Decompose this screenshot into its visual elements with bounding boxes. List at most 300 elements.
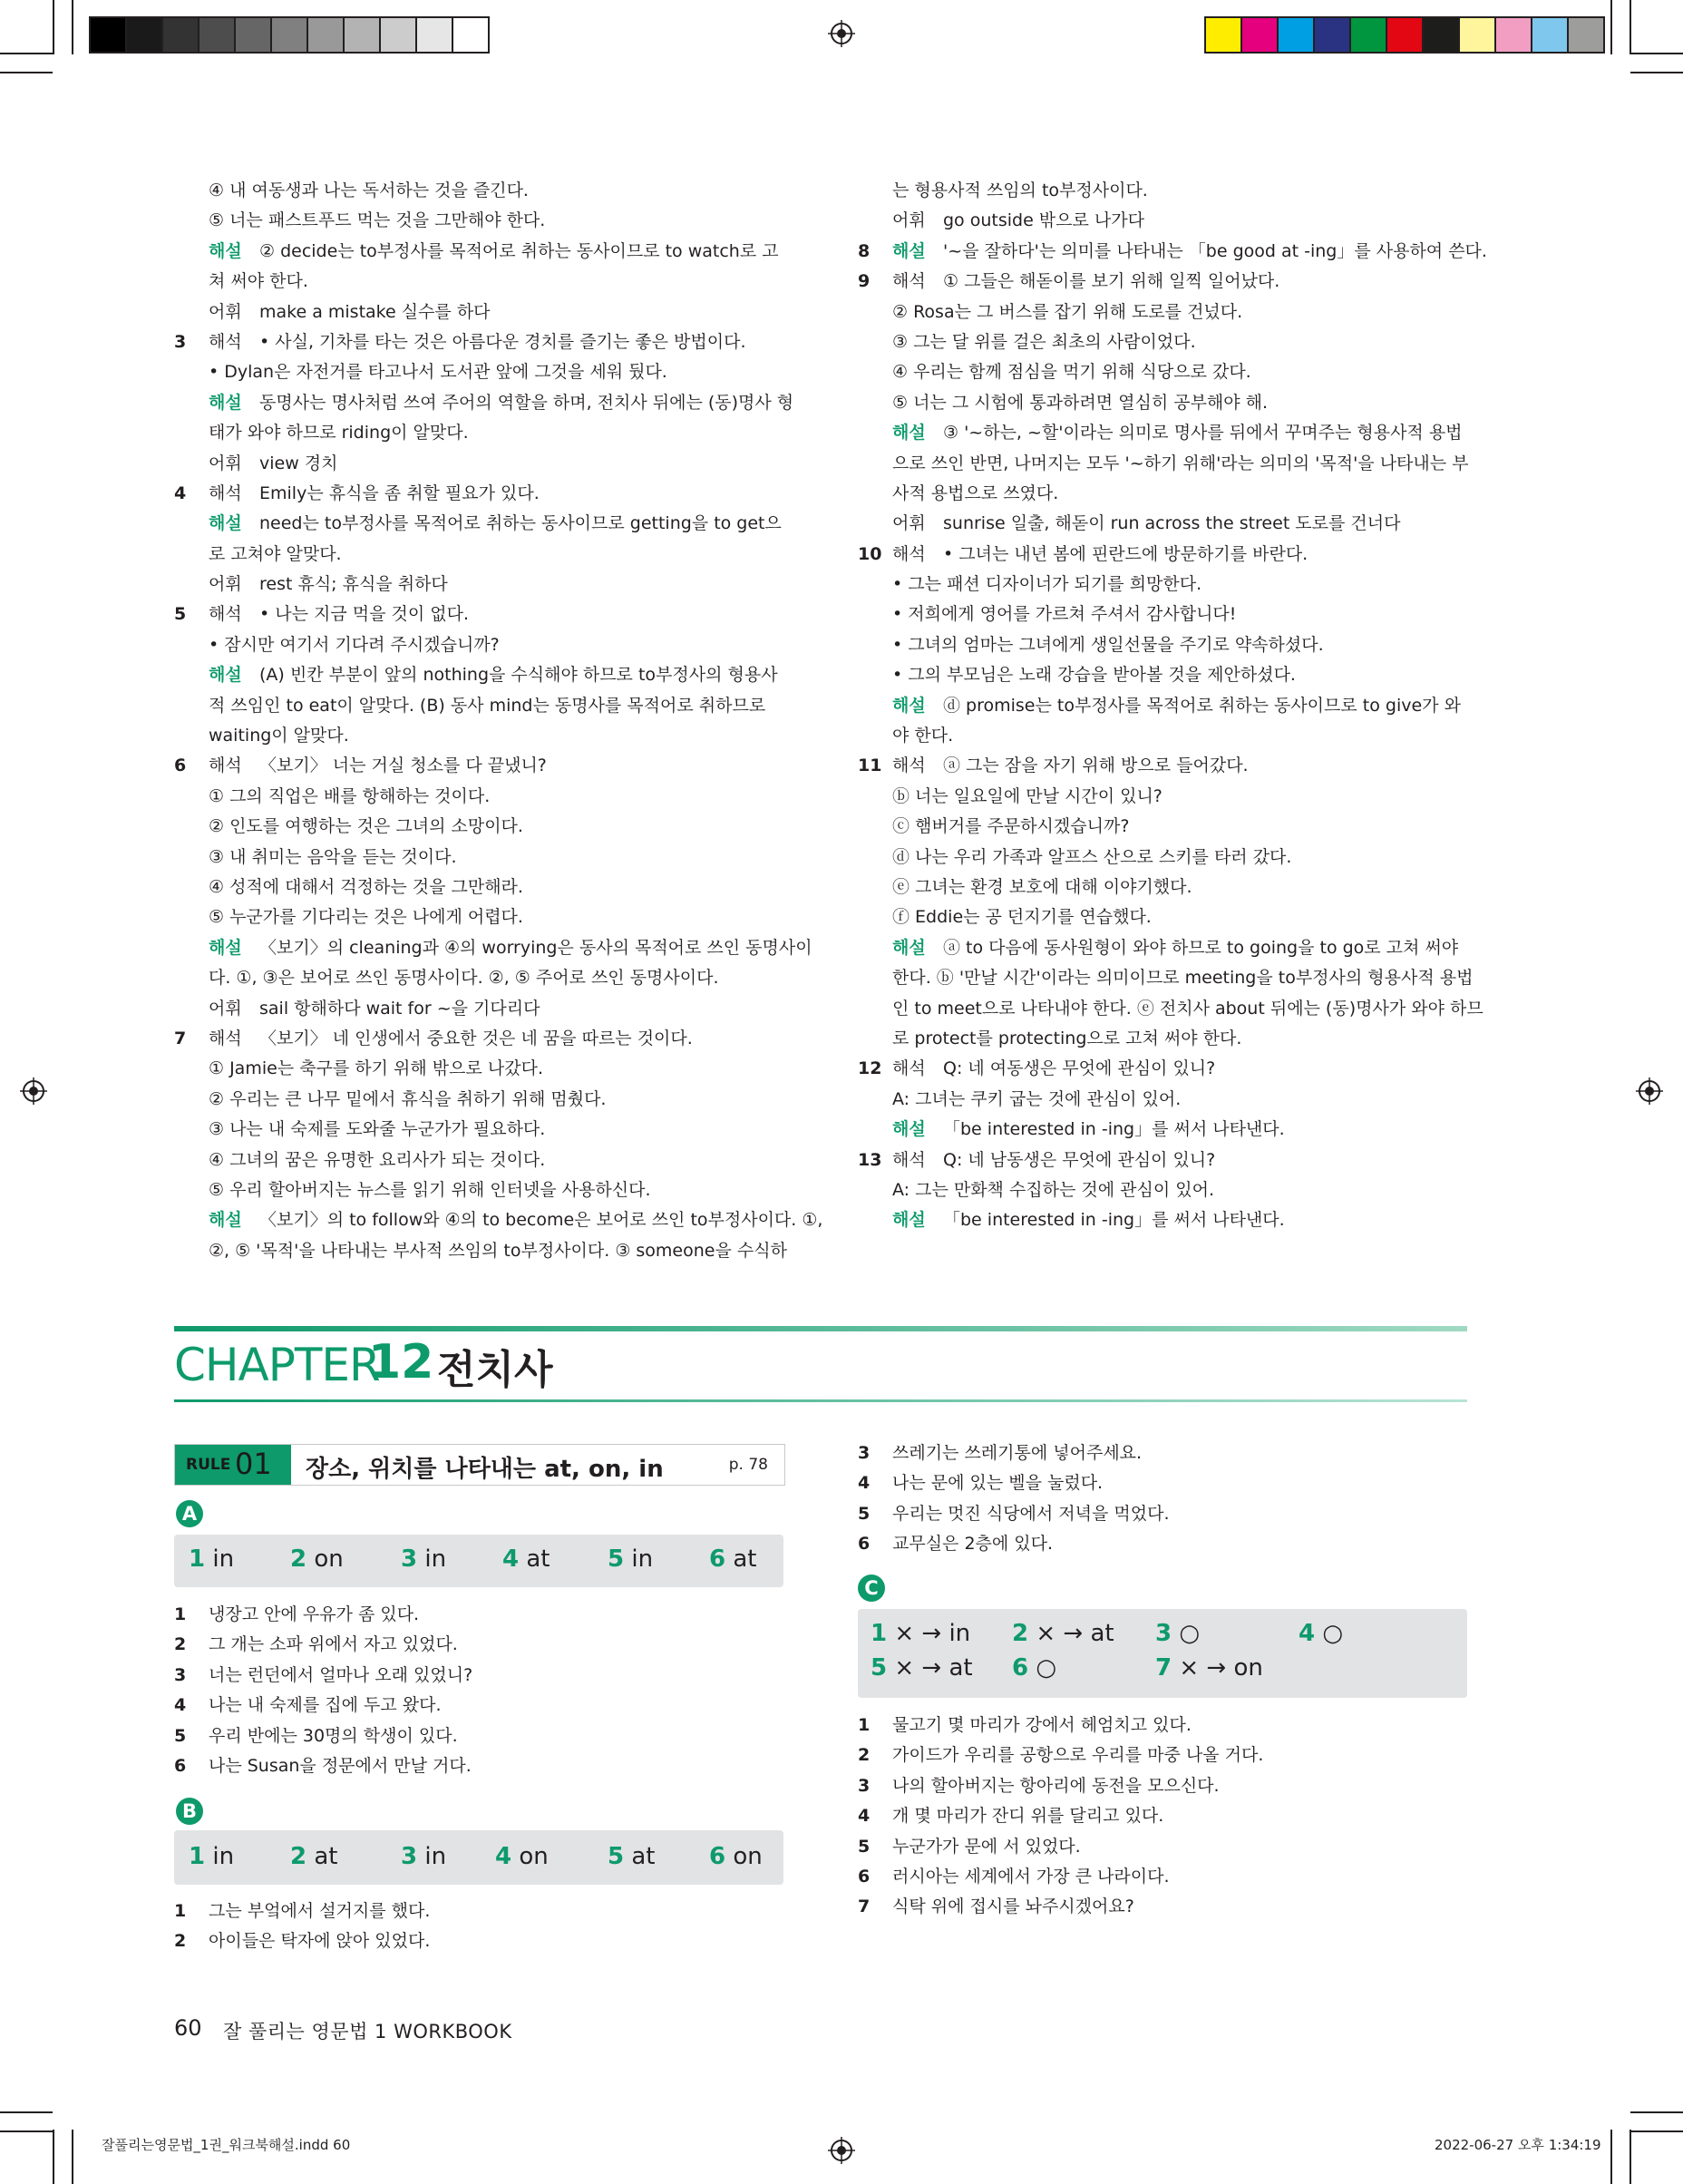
answer-line: [858, 176, 1474, 206]
example-sentence: [858, 1892, 1467, 1922]
rule-page-ref: p. 78: [728, 1456, 768, 1474]
answer-key-item: [871, 1620, 970, 1647]
answer-key-number: 7: [1155, 1654, 1172, 1682]
sentence-number: 6: [174, 1755, 187, 1776]
answer-key-item: [401, 1843, 446, 1870]
sentence-text: 가이드가 우리를 공항으로 우리를 마중 나올 거다.: [892, 1745, 1264, 1766]
question-number: 4: [174, 483, 187, 503]
answer-text-continued: 로 protect를 protecting으로 고쳐 써야 한다.: [892, 1028, 1242, 1048]
answer-text-continued: 사적 용법으로 쓰였다.: [892, 483, 1059, 503]
section-b-badge: B: [176, 1798, 203, 1825]
color-swatch: [199, 18, 236, 52]
answer-text-continued: 로 고쳐야 알맞다.: [209, 543, 342, 564]
answer-text-continued: • 그는 패션 디자이너가 되기를 희망한다.: [892, 574, 1202, 595]
note-label: 어휘: [209, 301, 242, 322]
sentence-text: 그는 부엌에서 설거지를 했다.: [209, 1901, 431, 1921]
answer-line: [858, 782, 1474, 812]
note-label: 해석: [892, 543, 926, 564]
example-sentence: [858, 1711, 1467, 1740]
sentence-text: 나는 Susan을 정문에서 만날 거다.: [209, 1755, 472, 1776]
explanation-label: 해설: [209, 513, 242, 534]
answer-line: [858, 388, 1474, 418]
explanation-label: 해설: [209, 240, 242, 261]
answer-key-value: ○: [1179, 1620, 1201, 1647]
explanation-label: 해설: [209, 937, 242, 958]
example-sentence: [174, 1751, 783, 1781]
answer-key-number: 5: [608, 1843, 625, 1870]
answer-key-item: [1155, 1620, 1200, 1647]
gray-color-bar: [89, 16, 490, 54]
note-label: 어휘: [209, 453, 242, 473]
color-swatch: [91, 18, 127, 52]
answer-text: ⑤ 너는 그 시험에 통과하려면 열심히 공부해야 해.: [892, 392, 1269, 413]
color-swatch: [1532, 18, 1569, 52]
sentence-number: 7: [858, 1896, 871, 1917]
color-swatch: [381, 18, 417, 52]
answer-text: ④ 그녀의 꿈은 유명한 요리사가 되는 것이다.: [209, 1149, 546, 1170]
answer-key-number: 6: [1012, 1654, 1029, 1682]
answer-key-value: × → at: [1036, 1620, 1114, 1647]
answer-text-continued: 으로 쓰인 반면, 나머지는 모두 '~하기 위해'라는 의미의 '목적'을 나타내는 부: [892, 453, 1469, 473]
note-label: 해석: [892, 1149, 926, 1170]
answer-key-value: × → in: [894, 1620, 971, 1647]
example-sentence: [858, 1529, 1467, 1559]
answer-text-continued: 는 형용사적 쓰임의 to부정사이다.: [892, 180, 1148, 200]
registration-mark-icon: [1636, 1077, 1663, 1105]
answer-line: [858, 630, 1474, 660]
answer-key-value: × → at: [894, 1654, 973, 1682]
sentence-text: 우리는 멋진 식당에서 저녁을 먹었다.: [892, 1503, 1170, 1524]
question-number: 10: [858, 543, 882, 564]
chapter-title: 전치사: [437, 1347, 553, 1393]
color-swatch: [1315, 18, 1351, 52]
color-swatch: [1496, 18, 1532, 52]
example-sentence: [174, 1896, 783, 1926]
answer-key-value: at: [526, 1545, 550, 1573]
slug-file: 잘풀리는영문법_1권_워크북해설.indd 60: [102, 2137, 351, 2153]
answer-key-item: [1012, 1620, 1114, 1647]
answer-text-continued: 야 한다.: [892, 726, 954, 746]
answer-key-number: 4: [495, 1843, 512, 1870]
answer-line: [174, 660, 791, 690]
answer-key-value: in: [212, 1843, 235, 1870]
answer-text: ③ '~하는, ~할'이라는 의미로 명사를 뒤에서 꾸며주는 형용사적 용법: [943, 423, 1463, 444]
answer-text-continued: 태가 와야 하므로 riding이 알맞다.: [209, 423, 469, 444]
answer-line: [174, 843, 791, 873]
section-a-items: [174, 1600, 783, 1781]
answer-line: [858, 449, 1474, 479]
answer-text: ③ 나는 내 숙제를 도와줄 누군가가 필요하다.: [209, 1119, 546, 1140]
sentence-text: 식탁 위에 접시를 놔주시겠어요?: [892, 1896, 1134, 1917]
answer-line: [174, 1085, 791, 1115]
answer-line: [858, 297, 1474, 327]
answer-key-number: 2: [290, 1843, 307, 1870]
answer-key-value: × → on: [1179, 1654, 1263, 1682]
sentence-number: 3: [174, 1664, 187, 1685]
answer-line: [174, 357, 791, 387]
answer-text: 〈보기〉의 cleaning과 ④의 worrying은 동사의 목적어로 쓰인 동명사이: [259, 937, 812, 958]
answer-text: • 나는 지금 먹을 것이 없다.: [259, 604, 469, 625]
question-number: 7: [174, 1028, 187, 1048]
sentence-number: 4: [174, 1695, 187, 1716]
sentence-text: 물고기 몇 마리가 강에서 헤엄치고 있다.: [892, 1715, 1192, 1735]
color-swatch: [308, 18, 345, 52]
answer-key-value: at: [314, 1843, 338, 1870]
answer-text: ② decide는 to부정사를 목적어로 취하는 동사이므로 to watch로 고: [259, 240, 779, 261]
answer-text: ② Rosa는 그 버스를 잡기 위해 도로를 건넜다.: [892, 301, 1243, 322]
example-sentence: [858, 1771, 1467, 1801]
answer-line: [174, 691, 791, 721]
note-label: 어휘: [209, 998, 242, 1019]
answer-key-value: ○: [1036, 1654, 1057, 1682]
answer-key-item: [709, 1545, 757, 1573]
question-number: 3: [174, 331, 187, 352]
answer-key-item: [502, 1545, 550, 1573]
color-swatch: [163, 18, 199, 52]
cmyk-color-bar: [1204, 16, 1605, 54]
answer-key-value: in: [424, 1843, 447, 1870]
answer-key-value: in: [212, 1545, 235, 1573]
question-number: 8: [858, 240, 871, 261]
answer-text: (A) 빈칸 부분이 앞의 nothing을 수식해야 하므로 to부정사의 형용사: [259, 665, 778, 686]
answer-line: [174, 1115, 791, 1145]
book-title: 잘 풀리는 영문법 1 WORKBOOK: [223, 2021, 512, 2043]
question-number: 6: [174, 756, 187, 776]
sentence-text: 너는 런던에서 얼마나 오래 있었니?: [209, 1664, 473, 1685]
explanation-label: 해설: [892, 937, 926, 958]
answer-line: [174, 418, 791, 448]
sentence-number: 2: [174, 1931, 187, 1952]
example-sentence: [174, 1721, 783, 1751]
answer-line: [174, 176, 791, 206]
answer-text-continued: ⓔ 그녀는 환경 보호에 대해 이야기했다.: [892, 876, 1192, 897]
answer-line: [858, 418, 1474, 448]
note-label: 어휘: [892, 210, 926, 231]
answer-column-left: [174, 176, 823, 1266]
answer-key-number: 4: [502, 1545, 520, 1573]
answer-line: [858, 812, 1474, 842]
color-swatch: [1279, 18, 1315, 52]
rule-tag-number: 01: [235, 1447, 272, 1481]
sentence-text: 나의 할아버지는 항아리에 동전을 모으신다.: [892, 1775, 1220, 1796]
answer-line: [174, 600, 791, 629]
color-swatch: [1387, 18, 1424, 52]
answer-line: [858, 933, 1474, 963]
answer-text: ② 우리는 큰 나무 밑에서 휴식을 취하기 위해 멈췄다.: [209, 1088, 607, 1109]
section-a-answer-bar: [174, 1535, 783, 1587]
example-sentence: [174, 1661, 783, 1691]
answer-line: [174, 1175, 791, 1205]
sentence-text: 그 개는 소파 위에서 자고 있었다.: [209, 1634, 458, 1655]
sentence-text: 우리 반에는 30명의 학생이 있다.: [209, 1725, 458, 1746]
answer-key-item: [1012, 1654, 1056, 1682]
sentence-text: 나는 문에 있는 벨을 눌렀다.: [892, 1473, 1104, 1494]
registration-mark-icon: [828, 20, 855, 47]
answer-text: ⓐ to 다음에 동사원형이 와야 하므로 to going을 to go로 고쳐 써야: [943, 937, 1459, 958]
answer-text: go outside 밖으로 나가다: [943, 210, 1144, 231]
answer-column-right: [858, 176, 1487, 1236]
color-swatch: [1424, 18, 1460, 52]
answer-text-continued: • 저희에게 영어를 가르쳐 주셔서 감사합니다!: [892, 604, 1237, 625]
chapter-top-rule: [174, 1326, 1467, 1331]
note-label: 해석: [209, 756, 242, 776]
note-label: 어휘: [209, 574, 242, 595]
answer-text: ⑤ 너는 패스트푸드 먹는 것을 그만해야 한다.: [209, 210, 546, 231]
note-label: 해석: [892, 1058, 926, 1079]
answer-text-continued: ②, ⑤ '목적'을 나타내는 부사적 쓰임의 to부정사이다. ③ someone을 수식하: [209, 1240, 787, 1261]
answer-text: need는 to부정사를 목적어로 취하는 동사이므로 getting을 to get으: [259, 513, 782, 534]
answer-line: [174, 721, 791, 751]
sentence-number: 3: [858, 1775, 871, 1796]
answer-text: ⓐ 그는 잠을 자기 위해 방으로 들어갔다.: [943, 756, 1249, 776]
example-sentence: [858, 1832, 1467, 1862]
answer-line: [174, 1024, 791, 1054]
answer-line: [174, 630, 791, 660]
example-sentence: [858, 1468, 1467, 1498]
answer-text: view 경치: [259, 453, 338, 473]
answer-line: [858, 1054, 1474, 1084]
answer-line: [174, 388, 794, 418]
sentence-number: 5: [174, 1725, 187, 1746]
answer-text-continued: 인 to meet으로 나타내야 한다. ⓔ 전치사 about 뒤에는 (동)명사가 와야 하므: [892, 998, 1484, 1019]
answer-text-continued: ⓑ 너는 일요일에 만날 시간이 있니?: [892, 785, 1163, 806]
color-swatch: [127, 18, 163, 52]
answer-key-item: [495, 1843, 549, 1870]
sentence-text: 개 몇 마리가 잔디 위를 달리고 있다.: [892, 1806, 1164, 1827]
answer-text: 〈보기〉 너는 거실 청소를 다 끝냈니?: [259, 756, 547, 776]
answer-line: [858, 1024, 1474, 1054]
answer-text: ④ 성적에 대해서 걱정하는 것을 그만해라.: [209, 876, 523, 897]
answer-key-value: at: [631, 1843, 656, 1870]
answer-text: ④ 내 여동생과 나는 독서하는 것을 즐긴다.: [209, 180, 529, 200]
answer-line: [858, 237, 1487, 267]
answer-line: [858, 509, 1474, 539]
answer-key-value: in: [424, 1545, 447, 1573]
answer-line: [174, 933, 812, 963]
question-number: 13: [858, 1149, 882, 1170]
answer-text-continued: A: 그녀는 쿠키 굽는 것에 관심이 있어.: [892, 1088, 1182, 1109]
answer-key-value: on: [314, 1545, 344, 1573]
answer-text-continued: 한다. ⓑ '만날 시간'이라는 의미이므로 meeting을 to부정사의 형용사적 용법: [892, 968, 1474, 989]
answer-line: [174, 540, 791, 570]
answer-text: 〈보기〉 네 인생에서 중요한 것은 네 꿈을 따르는 것이다.: [259, 1028, 693, 1048]
explanation-label: 해설: [892, 695, 926, 716]
answer-key-item: [290, 1843, 338, 1870]
rule-tag: [175, 1445, 291, 1485]
answer-line: [174, 570, 791, 600]
answer-key-number: 6: [709, 1545, 726, 1573]
answer-key-number: 1: [189, 1545, 206, 1573]
sentence-number: 3: [858, 1443, 871, 1463]
sentence-number: 4: [858, 1806, 871, 1827]
example-sentence: [858, 1862, 1467, 1892]
answer-key-item: [1155, 1654, 1263, 1682]
answer-key-number: 5: [871, 1654, 888, 1682]
section-a-badge: A: [176, 1500, 203, 1527]
question-number: 12: [858, 1058, 882, 1079]
color-swatch: [1460, 18, 1496, 52]
color-swatch: [345, 18, 381, 52]
note-label: 해석: [892, 271, 926, 292]
section-c-items: [858, 1711, 1467, 1923]
answer-line: [174, 297, 791, 327]
color-swatch: [236, 18, 272, 52]
answer-line: [174, 963, 791, 993]
answer-line: [858, 873, 1474, 902]
answer-line: [858, 479, 1474, 509]
answer-text: sail 항해하다 wait for ~을 기다리다: [259, 998, 540, 1019]
answer-line: [174, 327, 791, 357]
explanation-label: 해설: [892, 423, 926, 444]
sentence-number: 2: [174, 1634, 187, 1655]
answer-text: 「be interested in -ing」를 써서 나타낸다.: [943, 1210, 1285, 1231]
answer-line: [858, 751, 1474, 781]
sentence-text: 러시아는 세계에서 가장 큰 나라이다.: [892, 1866, 1170, 1887]
answer-text: '~을 잘하다'는 의미를 나타내는 「be good at -ing」를 사용하여 쓴다.: [943, 240, 1487, 261]
answer-text-continued: • 잠시만 여기서 기다려 주시겠습니까?: [209, 634, 500, 655]
explanation-label: 해설: [892, 1119, 926, 1140]
answer-key-item: [401, 1545, 446, 1573]
section-b-items-right: [858, 1438, 1467, 1560]
registration-mark-icon: [828, 2137, 855, 2164]
answer-text-continued: • Dylan은 자전거를 타고나서 도서관 앞에 그것을 세워 뒀다.: [209, 362, 667, 383]
answer-line: [858, 267, 1474, 297]
sentence-number: 5: [858, 1836, 871, 1857]
answer-line: [174, 782, 791, 812]
answer-key-number: 3: [401, 1545, 418, 1573]
answer-line: [174, 237, 791, 267]
answer-text: sunrise 일출, 해돋이 run across the street 도로를 건너다: [943, 513, 1401, 534]
note-label: 해석: [209, 604, 242, 625]
answer-key-value: ○: [1322, 1620, 1344, 1647]
answer-text: ② 인도를 여행하는 것은 그녀의 소망이다.: [209, 816, 523, 837]
sentence-number: 4: [858, 1473, 871, 1494]
explanation-label: 해설: [209, 392, 242, 413]
answer-text-continued: waiting이 알맞다.: [209, 726, 349, 746]
answer-key-item: [189, 1843, 234, 1870]
note-label: 해석: [892, 756, 926, 776]
answer-line: [858, 570, 1474, 600]
question-number: 11: [858, 756, 882, 776]
answer-line: [174, 1236, 791, 1266]
answer-key-value: on: [519, 1843, 549, 1870]
sentence-number: 6: [858, 1534, 871, 1555]
answer-line: [858, 994, 1484, 1024]
answer-text-continued: • 그녀의 엄마는 그녀에게 생일선물을 주기로 약속하셨다.: [892, 634, 1324, 655]
rule-tag-label: RULE: [186, 1456, 231, 1474]
color-swatch: [417, 18, 453, 52]
registration-mark-icon: [20, 1077, 47, 1105]
answer-text: Q: 네 여동생은 무엇에 관심이 있니?: [943, 1058, 1216, 1079]
answer-key-number: 1: [871, 1620, 888, 1647]
answer-line: [174, 902, 791, 932]
example-sentence: [858, 1801, 1467, 1831]
answer-line: [174, 994, 791, 1024]
answer-text: • 사실, 기차를 타는 것은 아름다운 경치를 즐기는 좋은 방법이다.: [259, 331, 746, 352]
answer-line: [174, 1054, 791, 1084]
answer-key-value: in: [631, 1545, 654, 1573]
chapter-bottom-rule: [174, 1399, 1467, 1402]
example-sentence: [174, 1926, 783, 1956]
answer-key-number: 4: [1299, 1620, 1316, 1647]
answer-key-item: [290, 1545, 344, 1573]
answer-line: [858, 1115, 1474, 1145]
example-sentence: [858, 1499, 1467, 1529]
color-swatch: [1351, 18, 1387, 52]
answer-key-number: 2: [290, 1545, 307, 1573]
sentence-number: 1: [858, 1715, 871, 1735]
question-number: 5: [174, 604, 187, 625]
chapter-label: CHAPTER: [174, 1339, 380, 1391]
answer-key-number: 6: [709, 1843, 726, 1870]
section-c-badge: C: [858, 1575, 885, 1602]
answer-line: [174, 812, 791, 842]
answer-text-continued: ⓕ Eddie는 공 던지기를 연습했다.: [892, 907, 1152, 928]
answer-line: [174, 1205, 823, 1235]
example-sentence: [174, 1691, 783, 1721]
note-label: 해석: [209, 331, 242, 352]
answer-key-number: 2: [1012, 1620, 1029, 1647]
sentence-text: 아이들은 탁자에 앉아 있었다.: [209, 1931, 431, 1952]
answer-key-value: on: [733, 1843, 763, 1870]
answer-line: [858, 843, 1474, 873]
rule-header: [174, 1444, 785, 1486]
answer-line: [174, 751, 791, 781]
answer-text: 「be interested in -ing」를 써서 나타낸다.: [943, 1119, 1285, 1140]
sentence-text: 냉장고 안에 우유가 좀 있다.: [209, 1604, 420, 1624]
answer-key-item: [871, 1654, 973, 1682]
answer-line: [174, 449, 791, 479]
answer-text: make a mistake 실수를 하다: [259, 301, 491, 322]
answer-key-number: 5: [608, 1545, 625, 1573]
answer-text: ⑤ 우리 할아버지는 뉴스를 읽기 위해 인터넷을 사용하신다.: [209, 1179, 651, 1200]
sentence-number: 2: [858, 1745, 871, 1766]
answer-line: [858, 1205, 1474, 1235]
color-swatch: [272, 18, 308, 52]
answer-line: [174, 267, 791, 297]
answer-line: [174, 1146, 791, 1175]
rule-title: 장소, 위치를 나타내는 at, on, in: [306, 1456, 664, 1483]
answer-key-value: at: [733, 1545, 757, 1573]
answer-text-continued: ⓓ 나는 우리 가족과 알프스 산으로 스키를 타러 갔다.: [892, 846, 1292, 867]
answer-key-number: 3: [1155, 1620, 1172, 1647]
answer-text-continued: 다. ①, ③은 보어로 쓰인 동명사이다. ②, ⑤ 주어로 쓰인 동명사이다.: [209, 968, 719, 989]
sentence-number: 1: [174, 1604, 187, 1624]
sentence-text: 쓰레기는 쓰레기통에 넣어주세요.: [892, 1443, 1143, 1463]
note-label: 해석: [209, 1028, 242, 1048]
sentence-number: 1: [174, 1901, 187, 1921]
chapter-number: 12: [368, 1335, 434, 1389]
answer-line: [174, 873, 791, 902]
page-number: 60: [174, 2015, 202, 2041]
answer-text: 동명사는 명사처럼 쓰여 주어의 역할을 하며, 전치사 뒤에는 (동)명사 형: [259, 392, 794, 413]
explanation-label: 해설: [209, 1210, 242, 1231]
note-label: 해석: [209, 483, 242, 503]
answer-line: [858, 902, 1474, 932]
color-swatch: [1206, 18, 1242, 52]
section-b-items-left: [174, 1896, 783, 1957]
answer-text: • 그녀는 내년 봄에 핀란드에 방문하기를 바란다.: [943, 543, 1308, 564]
answer-key-item: [189, 1545, 234, 1573]
answer-text: Emily는 휴식을 좀 취할 필요가 있다.: [259, 483, 540, 503]
note-label: 어휘: [892, 513, 926, 534]
answer-text: ⓓ promise는 to부정사를 목적어로 취하는 동사이므로 to give가 와: [943, 695, 1461, 716]
answer-text: Q: 네 남동생은 무엇에 관심이 있니?: [943, 1149, 1216, 1170]
question-number: 9: [858, 271, 871, 292]
answer-text: rest 휴식; 휴식을 취하다: [259, 574, 448, 595]
answer-text: ③ 그는 달 위를 걸은 최초의 사람이었다.: [892, 331, 1196, 352]
answer-line: [858, 206, 1474, 236]
